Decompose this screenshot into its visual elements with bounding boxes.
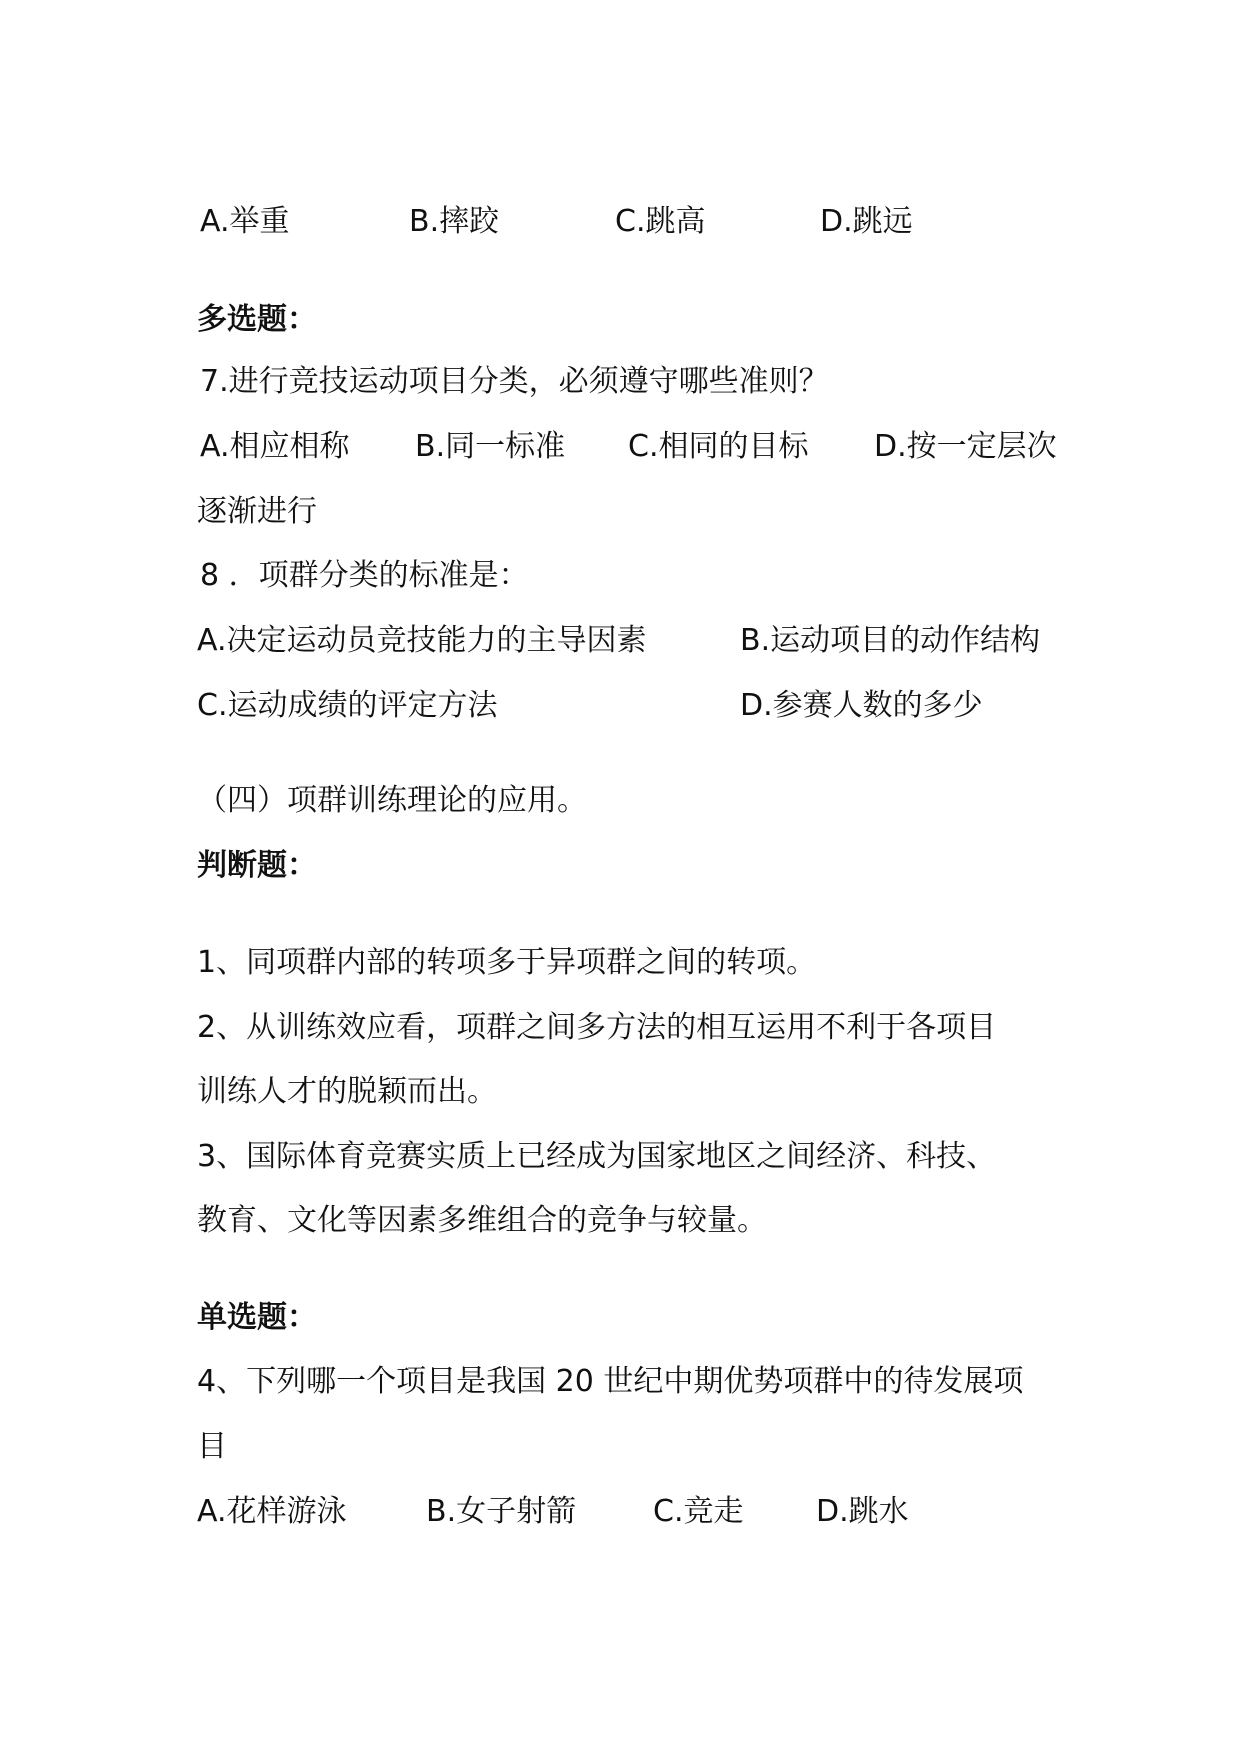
multi-choice-heading: 多选题： [197,302,317,337]
judge-item-2-continuation: 训练人才的脱颖而出。 [197,1074,497,1109]
judge-item-3-continuation: 教育、文化等因素多维组合的竞争与较量。 [197,1203,767,1238]
single-choice-heading: 单选题： [197,1300,317,1335]
q4-option-a: A.花样游泳 [197,1494,347,1529]
judge-item-1: 1、同项群内部的转项多于异项群之间的转项。 [197,945,817,980]
q8-option-d: D.参赛人数的多少 [740,688,983,723]
section-title: （四）项群训练理论的应用。 [197,783,587,818]
q8-option-c: C.运动成绩的评定方法 [197,688,498,723]
question-7: 7.进行竞技运动项目分类，必须遵守哪些准则？ [200,364,829,399]
q7-option-a: A.相应相称 [200,429,350,464]
question-4-continuation: 目 [197,1429,227,1464]
q8-option-a: A.决定运动员竞技能力的主导因素 [197,623,647,658]
q7-option-c: C.相同的目标 [628,429,809,464]
option-b: B.摔跤 [409,204,500,239]
q4-option-c: C.竞走 [653,1494,744,1529]
q7-option-b: B.同一标准 [415,429,566,464]
question-8: 8 ．项群分类的标准是： [200,558,529,593]
q4-option-d: D.跳水 [816,1494,909,1529]
question-4: 4、下列哪一个项目是我国 20 世纪中期优势项群中的待发展项 [197,1364,1024,1399]
option-c: C.跳高 [615,204,706,239]
judge-item-3: 3、国际体育竞赛实质上已经成为国家地区之间经济、科技、 [197,1139,997,1174]
q7-option-d-continuation: 逐渐进行 [197,494,317,529]
option-d: D.跳远 [820,204,913,239]
judge-heading: 判断题： [197,848,317,883]
option-a: A.举重 [200,204,290,239]
q4-option-b: B.女子射箭 [426,1494,577,1529]
q8-option-b: B.运动项目的动作结构 [740,623,1041,658]
judge-item-2: 2、从训练效应看，项群之间多方法的相互运用不利于各项目 [197,1010,997,1045]
q7-option-d: D.按一定层次 [874,429,1057,464]
